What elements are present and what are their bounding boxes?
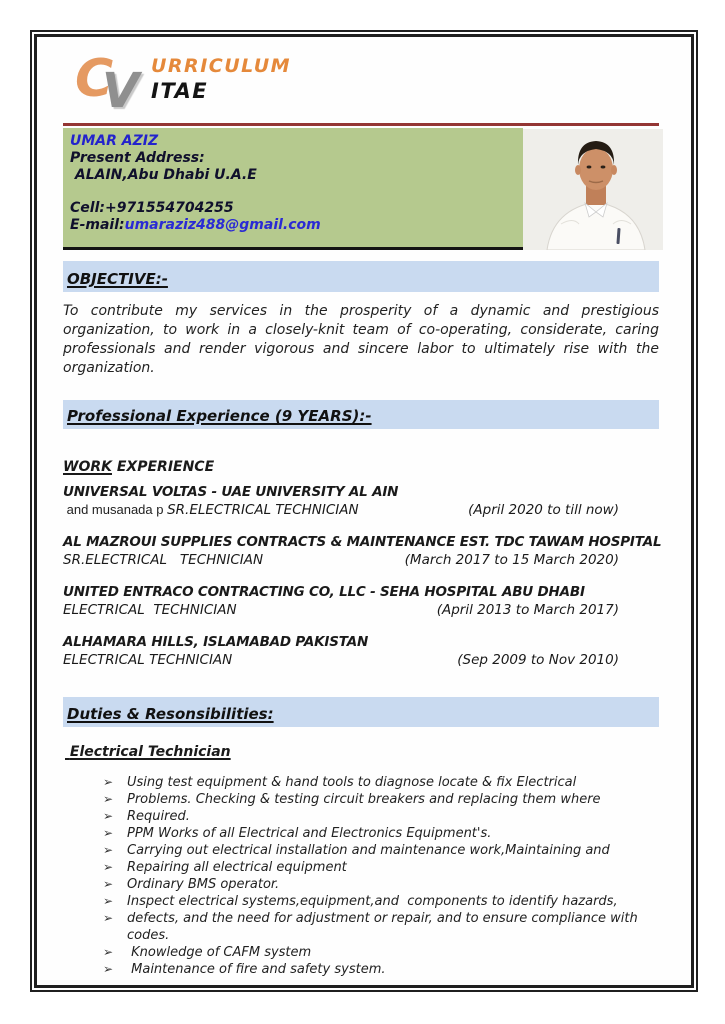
arrow-bullet-icon: ➢ xyxy=(103,792,114,806)
bullet-text: defects, and the need for adjustment or repair, and to ensure compliance with codes. xyxy=(127,911,642,943)
present-address-label: Present Address: xyxy=(70,150,205,166)
employment-dates: (April 2020 to till now) xyxy=(468,502,619,518)
address-value: ALAIN,Abu Dhabi U.A.E xyxy=(70,167,257,183)
experience-entry xyxy=(63,533,663,569)
role-title xyxy=(63,501,359,519)
contact-info-box xyxy=(63,128,523,250)
bullet-text: Repairing all electrical equipment xyxy=(127,860,347,875)
company-name: AL MAZROUI SUPPLIES CONTRACTS & MAINTENANCE EST. TDC TAWAM HOSPITAL xyxy=(63,534,662,550)
list-item xyxy=(103,825,655,842)
experience-section-bar xyxy=(63,400,659,429)
logo-word-vitae: ITAE xyxy=(151,79,209,103)
bullet-text: Maintenance of fire and safety system. xyxy=(127,962,386,977)
bullet-text: Required. xyxy=(127,809,190,824)
duties-subheading xyxy=(65,744,691,760)
list-item xyxy=(103,808,655,825)
arrow-bullet-icon: ➢ xyxy=(103,843,114,857)
cv-logo xyxy=(75,51,691,121)
company-name: UNITED ENTRACO CONTRACTING CO, LLC - SEHA HOSPITAL ABU DHABI xyxy=(63,584,585,600)
arrow-bullet-icon: ➢ xyxy=(103,826,114,840)
bullet-text: Carrying out electrical installation and maintenance work,Maintaining and xyxy=(127,843,610,858)
arrow-bullet-icon: ➢ xyxy=(103,775,114,789)
role-line xyxy=(63,551,663,569)
role-title xyxy=(63,551,263,569)
experience-heading: Professional Experience (9 YEARS):- xyxy=(67,407,372,425)
employment-dates: (April 2013 to March 2017) xyxy=(436,602,619,618)
list-item xyxy=(103,774,655,791)
logo-letter-c: C xyxy=(75,49,114,109)
experience-entries xyxy=(63,483,663,669)
duties-subheading-text: Electrical Technician xyxy=(65,744,231,760)
email-line xyxy=(70,217,515,234)
logo-word-curriculum: URRICULUM xyxy=(151,55,292,77)
contact-section xyxy=(63,128,663,250)
company-name: UNIVERSAL VOLTAS - UAE UNIVERSITY AL AIN xyxy=(63,484,399,500)
logo-wordmark xyxy=(151,55,291,103)
experience-entry xyxy=(63,483,663,519)
objective-paragraph: To contribute my services in the prosperity of a dynamic and prestigious organization, to work in a closely-knit team of co-operating, considerate, caring professionals and render vigorous and sincere labor to ultimately rise with the organization. xyxy=(63,303,659,376)
bullet-text: Using test equipment & hand tools to diagnose locate & fix Electrical xyxy=(127,775,577,790)
company-name: ALHAMARA HILLS, ISLAMABAD PAKISTAN xyxy=(63,634,369,650)
candidate-name: UMAR AZIZ xyxy=(70,133,159,149)
role-text: ELECTRICAL TECHNICIAN xyxy=(63,652,233,668)
work-experience-subheading xyxy=(63,459,691,475)
role-text: ELECTRICAL TECHNICIAN xyxy=(63,602,237,618)
bullet-text: Knowledge of CAFM system xyxy=(127,945,312,960)
arrow-bullet-icon: ➢ xyxy=(103,962,114,976)
arrow-bullet-icon: ➢ xyxy=(103,860,114,874)
duties-bullet-list xyxy=(103,774,655,978)
role-text: SR.ELECTRICAL TECHNICIAN xyxy=(63,552,264,568)
bullet-text: Ordinary BMS operator. xyxy=(127,877,280,892)
logo-letter-v: V xyxy=(102,63,140,119)
cv-page xyxy=(34,34,694,988)
cell-number: Cell:+971554704255 xyxy=(70,200,234,216)
list-item xyxy=(103,842,655,859)
list-item xyxy=(103,893,655,910)
objective-heading: OBJECTIVE:- xyxy=(67,270,168,288)
duties-section-bar xyxy=(63,697,659,727)
role-title xyxy=(63,651,232,669)
work-label: WORK xyxy=(63,459,112,475)
role-line xyxy=(63,501,663,519)
header-divider-line xyxy=(63,123,659,126)
duties-heading: Duties & Resonsibilities: xyxy=(67,705,274,723)
experience-label: EXPERIENCE xyxy=(111,459,215,475)
employment-dates: (Sep 2009 to Nov 2010) xyxy=(457,652,619,668)
role-text: SR.ELECTRICAL TECHNICIAN xyxy=(167,502,359,518)
profile-photo-illustration xyxy=(523,129,663,250)
experience-entry xyxy=(63,633,663,669)
email-link[interactable]: umaraziz488@gmail.com xyxy=(124,217,321,233)
spacer xyxy=(70,184,515,200)
list-item xyxy=(103,944,655,961)
bullet-text: Problems. Checking & testing circuit breakers and replacing them where xyxy=(127,792,601,807)
list-item xyxy=(103,876,655,893)
bullet-text: Inspect electrical systems,equipment,and components to identify hazards, xyxy=(127,894,618,909)
arrow-bullet-icon: ➢ xyxy=(103,945,114,959)
arrow-bullet-icon: ➢ xyxy=(103,894,114,908)
arrow-bullet-icon: ➢ xyxy=(103,911,114,925)
role-prefix: and musanada p xyxy=(63,502,168,517)
bullet-text: PPM Works of all Electrical and Electronics Equipment's. xyxy=(127,826,492,841)
email-label: E-mail: xyxy=(70,217,125,233)
role-line xyxy=(63,601,663,619)
page-border xyxy=(30,30,698,992)
objective-section-bar xyxy=(63,261,659,292)
arrow-bullet-icon: ➢ xyxy=(103,877,114,891)
employment-dates: (March 2017 to 15 March 2020) xyxy=(404,552,619,568)
experience-entry xyxy=(63,583,663,619)
role-title xyxy=(63,601,237,619)
arrow-bullet-icon: ➢ xyxy=(103,809,114,823)
list-item xyxy=(103,791,655,808)
profile-photo xyxy=(523,129,663,250)
role-line xyxy=(63,651,663,669)
list-item xyxy=(103,859,655,876)
list-item xyxy=(103,910,655,944)
list-item xyxy=(103,961,655,978)
